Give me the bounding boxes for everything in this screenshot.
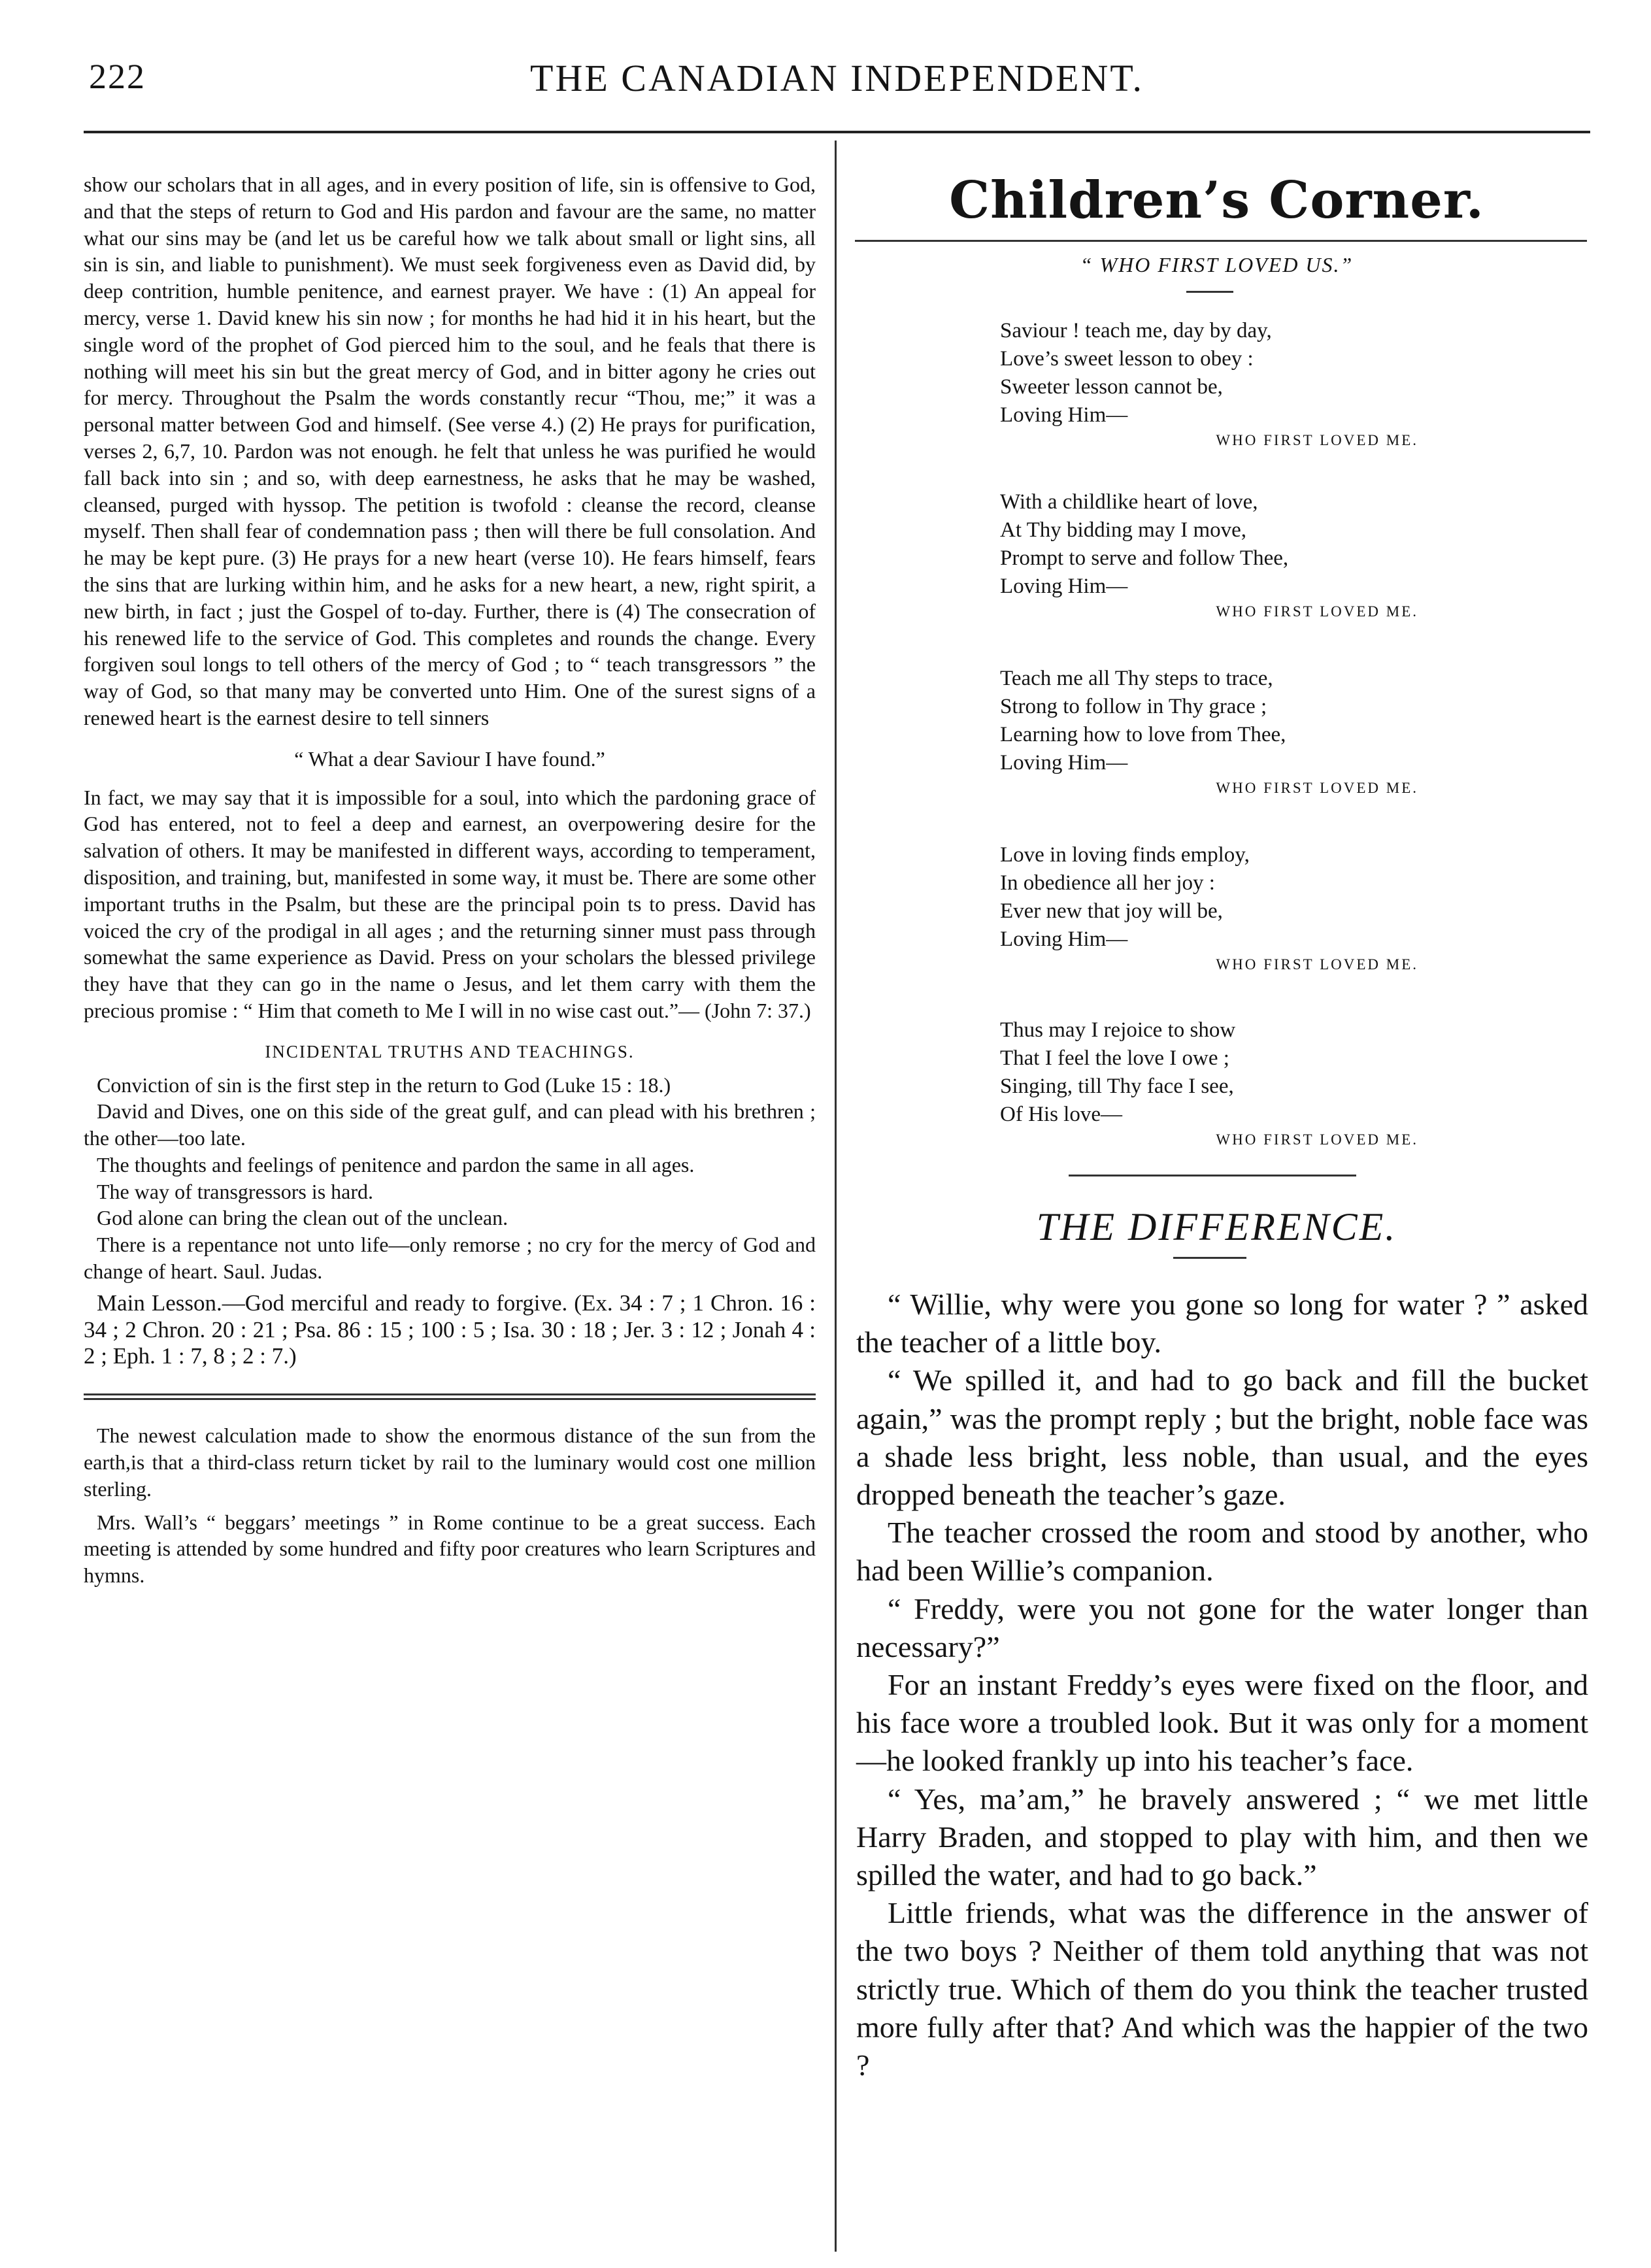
- story-paragraph: The teacher crossed the room and stood by another, who had been Willie’s companion.: [856, 1516, 1588, 1588]
- incidental-item: David and Dives, one on this side of the great gulf, and can plead with his brethren ; the other—too late.: [84, 1099, 816, 1150]
- poem-line: Sweeter lesson cannot be,: [1000, 375, 1223, 399]
- poem-stanza: [1000, 1016, 1523, 1151]
- poem-line: Loving Him—: [1000, 403, 1128, 427]
- story-paragraph: “ Freddy, were you not gone for the water longer than necessary?”: [856, 1592, 1588, 1663]
- poem-line: Strong to follow in Thy grace ;: [1000, 695, 1267, 718]
- story-paragraph: For an instant Freddy’s eyes were fixed on the floor, and his face wore a troubled look. But it was only for a moment—he looked frankly up into his teacher’s face.: [856, 1668, 1588, 1778]
- poem-line: Learning how to love from Thee,: [1000, 723, 1286, 746]
- poem-line: At Thy bidding may I move,: [1000, 518, 1247, 542]
- story-paragraph: “ Yes, ma’am,” he bravely answered ; “ we met little Harry Braden, and stopped to play with him, and then we spilled the water, and had to go back.”: [856, 1782, 1588, 1892]
- poem-end-rule: [1069, 1175, 1356, 1176]
- poem-refrain: WHO FIRST LOVED ME.: [1216, 432, 1418, 448]
- story-title-rule: [1173, 1257, 1246, 1259]
- poem-line: Love in loving finds employ,: [1000, 843, 1250, 867]
- poem-stanza: [1000, 317, 1523, 452]
- news-note-beggars-meetings: Mrs. Wall’s “ beggars’ meetings ” in Rome continue to be a great success. Each meeting is attended by some hundred and fifty poor creatures who learn Scriptures and hymns.: [84, 1510, 816, 1588]
- section-double-rule: [84, 1393, 816, 1400]
- poem-stanza: [1000, 841, 1523, 976]
- page-header: [84, 56, 1590, 116]
- news-note-sun: The newest calculation made to show the enormous distance of the sun from the earth,is that a third-class return ticket by rail to the luminary would cost one million sterling.: [84, 1424, 816, 1501]
- page-number: 222: [89, 57, 146, 96]
- poem-line: Saviour ! teach me, day by day,: [1000, 319, 1272, 342]
- poem-line: Singing, till Thy face I see,: [1000, 1075, 1234, 1098]
- incidental-item: There is a repentance not unto life—only remorse ; no cry for the mercy of God and change of heart. Saul. Judas.: [84, 1233, 816, 1284]
- story-paragraph: Little friends, what was the difference in the answer of the two boys ? Neither of them told anything that was not strictly true. Which of them do you think the teacher trusted more fully after that? And which was the happier of the two ?: [856, 1896, 1588, 2082]
- left-column: [84, 171, 816, 1589]
- hymn-quote: “ What a dear Saviour I have found.”: [294, 746, 605, 771]
- poem-line: Love’s sweet lesson to obey :: [1000, 347, 1254, 371]
- poem-line: Thus may I rejoice to show: [1000, 1018, 1236, 1042]
- poem-refrain: WHO FIRST LOVED ME.: [1216, 780, 1418, 796]
- poem-title: “ WHO FIRST LOVED US.”: [1080, 253, 1354, 276]
- poem-stanza: [1000, 488, 1523, 623]
- story-title: THE DIFFERENCE.: [1036, 1205, 1397, 1248]
- incidental-item: The way of transgressors is hard.: [97, 1179, 373, 1203]
- incidental-item: The thoughts and feelings of penitence and pardon the same in all ages.: [97, 1152, 695, 1176]
- story-paragraph: “ We spilled it, and had to go back and fill the bucket again,” was the prompt reply ; but the bright, noble face was a shade less bright, less noble, than usual, and the eyes dropped beneath the teacher’s gaze.: [856, 1363, 1588, 1512]
- childrens-corner-title: Children’s Corner.: [949, 171, 1484, 230]
- poem-stanza: [1000, 665, 1523, 799]
- journal-title: THE CANADIAN INDEPENDENT.: [530, 57, 1144, 99]
- poem-line: In obedience all her joy :: [1000, 871, 1215, 895]
- story-body: [856, 1286, 1588, 2084]
- poem-title-rule: [1186, 291, 1233, 293]
- poem-line: Loving Him—: [1000, 751, 1128, 775]
- poem-line: Loving Him—: [1000, 927, 1128, 951]
- poem-line: With a childlike heart of love,: [1000, 490, 1258, 514]
- lesson-paragraph-2: In fact, we may say that it is impossible for a soul, into which the pardoning grace of God has entered, not to feel a deep and earnest, an overpowering desire for the salvation of others. It may be manifested in different ways, according to temperament, disposition, and training, but, manifested in some way, it must be. There are some other important truths in the Psalm, but these are the principal poin ts to press. David has voiced the cry of the prodigal in all ages ; and the returning sinner must pass through somewhat the same experience as David. Press on your scholars the blessed privilege they have that they can go in the name o Jesus, and let them carry with them the precious promise : “ Him that cometh to Me I will in no wise cast out.”— (John 7: 37.): [84, 785, 816, 1022]
- section-rule: [855, 240, 1587, 242]
- poem-line: That I feel the love I owe ;: [1000, 1046, 1229, 1070]
- lesson-paragraph-1: show our scholars that in all ages, and in every position of life, sin is offensive to God, and that the steps of return to God and His pardon and favour are the same, no matter what our sins may be (and let us be careful how we talk about small or light sins, all sin is sin, and liable to punishment). We must seek forgiveness even as David did, by deep contrition, humble penitence, and earnest prayer. We have : (1) An appeal for mercy, verse 1. David knew his sin now ; for months he had hid it in his heart, but the single word of the prophet of God pierced him to the soul, and he feals that there is nothing will meet his sin but the great mercy of God, and in bitter agony he cries out for mercy. Throughout the Psalm the words constantly recur “Thou, me;” it was a personal matter between God and himself. (See verse 4.) (2) He prays for purification, verses 2, 6,7, 10. Pardon was not enough. he felt that unless he was purified he would fall back into sin ; and so, with deep earnestness, he asks that he may be washed, cleansed, purged with hyssop. The petition is twofold : cleanse the record, cleanse myself. Then shall fear of condemnation pass ; then will there be full consolation. And he may be kept pure. (3) He prays for a new heart (verse 10). He fears himself, fears the sins that are lurking within him, and he asks for a new heart, a new, right spirit, a new birth, in fact ; just the Gospel of to-day. Further, there is (4) The consecration of his renewed life to the service of God. This completes and rounds the change. Every forgiven soul longs to tell others of the mercy of God ; to “ teach transgressors ” the way of God, so that many may be converted unto Him. One of the surest signs of a renewed heart is the earnest desire to tell sinners: [84, 173, 816, 729]
- poem-refrain: WHO FIRST LOVED ME.: [1216, 1131, 1418, 1148]
- column-divider: [835, 141, 837, 2252]
- incidental-heading: INCIDENTAL TRUTHS AND TEACHINGS.: [265, 1041, 635, 1061]
- poem-line: Teach me all Thy steps to trace,: [1000, 667, 1273, 690]
- story-paragraph: “ Willie, why were you gone so long for water ? ” asked the teacher of a little boy.: [856, 1288, 1588, 1359]
- poem-line: Ever new that joy will be,: [1000, 899, 1223, 923]
- poem-refrain: WHO FIRST LOVED ME.: [1216, 603, 1418, 620]
- main-lesson: Main Lesson.—God merciful and ready to forgive. (Ex. 34 : 7 ; 1 Chron. 16 : 34 ; 2 Chron. 20 : 21 ; Psa. 86 : 15 ; 100 : 5 ; Isa. 30 : 18 ; Jer. 3 : 12 ; Jonah 4 : 2 ; Eph. 1 : 7, 8 ; 2 : 7.): [84, 1290, 816, 1369]
- incidental-item: God alone can bring the clean out of the unclean.: [97, 1206, 509, 1230]
- poem-line: Prompt to serve and follow Thee,: [1000, 546, 1289, 570]
- poem-refrain: WHO FIRST LOVED ME.: [1216, 956, 1418, 973]
- incidental-item: Conviction of sin is the first step in the return to God (Luke 15 : 18.): [97, 1073, 671, 1097]
- poem-line: Of His love—: [1000, 1103, 1122, 1126]
- header-rule: [84, 131, 1590, 133]
- poem-line: Loving Him—: [1000, 575, 1128, 598]
